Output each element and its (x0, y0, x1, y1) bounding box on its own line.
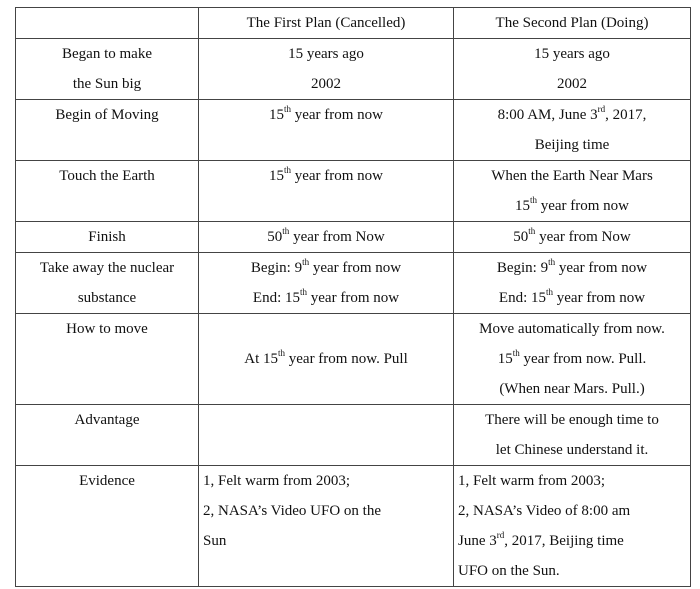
second-plan-cell: There will be enough time to let Chinese understand it. (454, 405, 691, 466)
first-plan-cell: 15th year from now (199, 100, 454, 161)
first-plan-cell: 15 years ago 2002 (199, 39, 454, 100)
first-plan-cell (199, 405, 454, 466)
first-plan-cell: At 15th year from now. Pull (199, 314, 454, 405)
header-row (16, 8, 691, 39)
second-plan-cell: 50th year from Now (454, 222, 691, 253)
table-row-nuclear (16, 253, 691, 314)
second-plan-cell: 15 years ago 2002 (454, 39, 691, 100)
second-plan-cell: 8:00 AM, June 3rd, 2017, Beijing time (454, 100, 691, 161)
second-plan-cell: Begin: 9th year from now End: 15th year from now (454, 253, 691, 314)
first-plan-cell: 1, Felt warm from 2003; 2, NASA’s Video UFO on the Sun (199, 466, 454, 587)
first-plan-cell: 50th year from Now (199, 222, 454, 253)
table-row-began (16, 39, 691, 100)
table-row-evidence (16, 466, 691, 587)
header-cell-empty (16, 8, 199, 39)
row-label: Advantage (16, 405, 199, 466)
second-plan-cell: When the Earth Near Mars 15th year from now (454, 161, 691, 222)
row-label: Take away the nuclear substance (16, 253, 199, 314)
header-cell-second-plan: The Second Plan (Doing) (454, 8, 691, 39)
plan-comparison-table (15, 7, 691, 587)
table-row-how-to-move (16, 314, 691, 405)
row-label: How to move (16, 314, 199, 405)
row-label: Began to make the Sun big (16, 39, 199, 100)
row-label: Evidence (16, 466, 199, 587)
first-plan-cell: Begin: 9th year from now End: 15th year from now (199, 253, 454, 314)
table-row-moving (16, 100, 691, 161)
header-cell-first-plan: The First Plan (Cancelled) (199, 8, 454, 39)
row-label: Finish (16, 222, 199, 253)
table-row-touch (16, 161, 691, 222)
second-plan-cell: Move automatically from now. 15th year from now. Pull. (When near Mars. Pull.) (454, 314, 691, 405)
first-plan-cell: 15th year from now (199, 161, 454, 222)
row-label: Begin of Moving (16, 100, 199, 161)
table-row-advantage (16, 405, 691, 466)
row-label: Touch the Earth (16, 161, 199, 222)
table-row-finish (16, 222, 691, 253)
second-plan-cell: 1, Felt warm from 2003; 2, NASA’s Video of 8:00 am June 3rd, 2017, Beijing time UFO on the Sun. (454, 466, 691, 587)
